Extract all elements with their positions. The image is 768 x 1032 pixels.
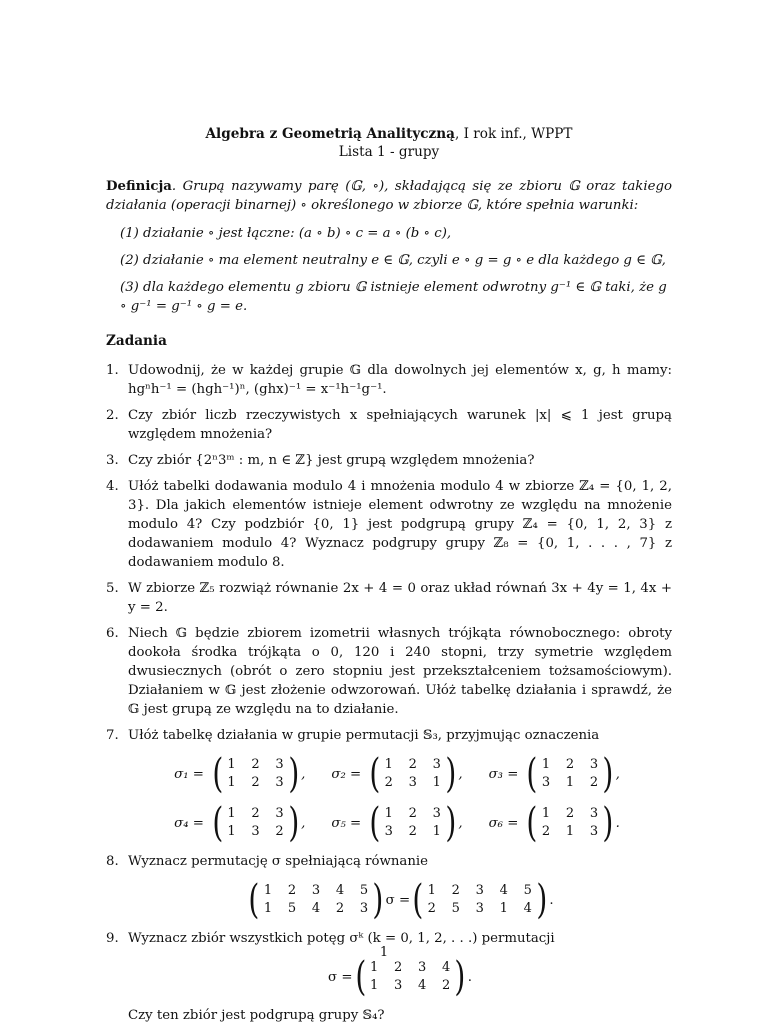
permutation-matrix xyxy=(410,877,549,923)
right-paren: ) xyxy=(445,800,457,846)
task-item xyxy=(106,624,672,719)
separator: . xyxy=(549,892,554,908)
matrix-grid xyxy=(262,882,370,918)
left-paren: ( xyxy=(369,800,381,846)
matrix-cell: 1 xyxy=(565,775,575,790)
task-text: Udowodnij, że w każdej grupie 𝔾 dla dowolnych jej elementów x, g, h mamy: hgⁿh⁻¹ = (hgh⁻¹)ⁿ, (ghx)⁻¹ = x⁻¹h⁻¹g⁻¹. xyxy=(128,363,672,397)
matrix-cell: 4 xyxy=(523,901,532,916)
matrix-cell: 3 xyxy=(589,757,599,772)
left-paren: ( xyxy=(526,751,538,797)
matrix-cell: 1 xyxy=(565,824,575,839)
matrix-cell: 1 xyxy=(432,824,441,839)
separator: , xyxy=(615,766,620,782)
matrix-grid xyxy=(226,756,286,792)
permutation-matrix xyxy=(210,751,301,797)
matrix-cell: 1 xyxy=(227,775,236,790)
task-text: Wyznacz zbiór wszystkich potęg σᵏ (k = 0, 1, 2, . . .) permutacji xyxy=(128,931,555,946)
matrix-cell: 1 xyxy=(384,757,393,772)
sigma-label: σ₅ = xyxy=(331,815,362,831)
matrix-cell: 2 xyxy=(565,757,575,772)
matrix-cell: 1 xyxy=(432,775,441,790)
matrix-cell: 2 xyxy=(275,824,284,839)
task-item xyxy=(106,852,672,923)
matrix-cell: 5 xyxy=(523,883,532,898)
right-paren: ) xyxy=(287,751,299,797)
matrix-cell: 2 xyxy=(408,806,417,821)
left-paren: ( xyxy=(248,877,260,923)
condition-item: (2) działanie ∘ ma element neutralny e ∈ 𝔾, czyli e ∘ g = g ∘ e dla każdego g ∈ 𝔾, xyxy=(120,253,666,268)
task-number: 2. xyxy=(106,408,119,423)
matrix-cell: 1 xyxy=(227,757,236,772)
task-number: 6. xyxy=(106,626,119,641)
matrix-cell: 3 xyxy=(475,901,484,916)
matrix-cell: 4 xyxy=(417,978,427,993)
matrix-grid xyxy=(383,756,443,792)
task-text: Ułóż tabelki dodawania modulo 4 i mnożenia modulo 4 w zbiorze ℤ₄ = {0, 1, 2, 3}. Dla jakich elementów istnieje element odwrotny ze względu na mnożenie modulo 4? Czy podzbiór {0, 1} jest podgrupą grupy ℤ₄ = {0, 1, 2, 3} z dodawaniem modulo 4? Wyznacz podgrupy grupy ℤ₈ = {0, 1, . . . , 7} z dodawaniem modulo 8. xyxy=(128,479,672,570)
task-item xyxy=(106,361,672,399)
task-number: 4. xyxy=(106,479,119,494)
matrix-cell: 2 xyxy=(441,978,451,993)
permutation-matrix xyxy=(246,877,385,923)
matrix-cell: 1 xyxy=(369,978,379,993)
title-bold: Algebra z Geometrią Analityczną xyxy=(205,126,455,142)
permutation-matrix xyxy=(353,954,468,1000)
sigma-definition xyxy=(174,751,311,797)
sigma-definition xyxy=(488,800,626,846)
matrix-cell: 1 xyxy=(541,757,551,772)
sigma-label: σ₃ = xyxy=(488,766,519,782)
matrix-cell: 2 xyxy=(335,901,345,916)
definition xyxy=(106,177,672,215)
page xyxy=(106,125,672,1032)
matrix-cell: 1 xyxy=(499,901,508,916)
separator: , xyxy=(458,815,463,831)
separator: . xyxy=(467,969,472,985)
matrix-cell: 2 xyxy=(251,806,260,821)
matrix-cell: 3 xyxy=(384,824,393,839)
matrix-cell: 1 xyxy=(427,883,436,898)
sigma-label: σ₂ = xyxy=(331,766,362,782)
task-item xyxy=(106,579,672,617)
sigma-definition xyxy=(488,751,626,797)
conditions-list xyxy=(106,224,672,316)
task-text: Ułóż tabelkę działania w grupie permutacji 𝕊₃, przyjmując oznaczenia xyxy=(128,728,600,743)
task-text: Niech 𝔾 będzie zbiorem izometrii własnych trójkąta równobocznego: obroty dookoła środka trójkąta o 0, 120 i 240 stopni, trzy symetrie względem dwusiecznych (obrót o zero stopniu jest przekształceniem tożsamościowym). Działaniem w 𝔾 jest złożenie odwzorowań. Ułóż tabelkę działania i sprawdź, że 𝔾 jest grupą ze względu na to działanie. xyxy=(128,626,672,717)
task-text: Wyznacz permutację σ spełniającą równanie xyxy=(128,854,429,869)
matrix-grid xyxy=(383,805,443,841)
matrix-cell: 1 xyxy=(227,824,236,839)
matrix-cell: 3 xyxy=(432,806,441,821)
matrix-cell: 3 xyxy=(393,978,403,993)
matrix-cell: 3 xyxy=(432,757,441,772)
sigma-row xyxy=(128,800,672,846)
page-number: 1 xyxy=(379,945,389,960)
matrix-cell: 3 xyxy=(275,757,284,772)
right-paren: ) xyxy=(454,954,466,1000)
matrix-cell: 3 xyxy=(275,775,284,790)
matrix-cell: 3 xyxy=(311,883,321,898)
matrix-cell: 1 xyxy=(384,806,393,821)
left-paren: ( xyxy=(369,751,381,797)
matrix-cell: 2 xyxy=(408,824,417,839)
task-number: 8. xyxy=(106,854,119,869)
task-text: Czy zbiór {2ⁿ3ᵐ : m, n ∈ ℤ} jest grupą względem mnożenia? xyxy=(128,453,535,468)
tasks-list xyxy=(106,361,672,1025)
right-paren: ) xyxy=(445,751,457,797)
task-item xyxy=(106,929,672,1025)
matrix-cell: 4 xyxy=(311,901,321,916)
sigma-definition xyxy=(331,800,468,846)
left-paren: ( xyxy=(354,954,366,1000)
left-paren: ( xyxy=(212,800,224,846)
task-number: 7. xyxy=(106,728,119,743)
matrix-cell: 1 xyxy=(263,883,273,898)
document-title xyxy=(106,125,672,161)
matrix-cell: 3 xyxy=(589,824,599,839)
matrix-cell: 3 xyxy=(589,806,599,821)
matrix-grid xyxy=(426,882,534,918)
sigma-row xyxy=(128,751,672,797)
matrix-grid xyxy=(226,805,286,841)
permutation-matrix xyxy=(210,800,301,846)
matrix-cell: 5 xyxy=(359,883,369,898)
definition-lead: Definicja xyxy=(106,179,172,194)
matrix-cell: 3 xyxy=(251,824,260,839)
subtitle: Lista 1 - grupy xyxy=(338,144,440,160)
left-paren: ( xyxy=(526,800,538,846)
matrix-grid xyxy=(540,756,600,792)
sigma-definition xyxy=(174,800,311,846)
task-number: 9. xyxy=(106,931,119,946)
right-paren: ) xyxy=(372,877,384,923)
matrix-cell: 2 xyxy=(541,824,551,839)
matrix-cell: 5 xyxy=(287,901,297,916)
task-number: 3. xyxy=(106,453,119,468)
separator: , xyxy=(301,815,306,831)
right-paren: ) xyxy=(602,800,614,846)
separator: , xyxy=(301,766,306,782)
matrix-cell: 2 xyxy=(565,806,575,821)
matrix-cell: 2 xyxy=(287,883,297,898)
matrix-cell: 1 xyxy=(263,901,273,916)
matrix-cell: 3 xyxy=(408,775,417,790)
task-followup: Czy ten zbiór jest podgrupą grupy 𝕊₄? xyxy=(128,1008,385,1023)
matrix-cell: 2 xyxy=(384,775,393,790)
permutation-matrix xyxy=(367,800,458,846)
separator: , xyxy=(458,766,463,782)
separator: . xyxy=(615,815,620,831)
permutation-matrix xyxy=(524,800,615,846)
matrix-cell: 5 xyxy=(451,901,460,916)
task-number: 5. xyxy=(106,581,119,596)
equation-middle: σ = xyxy=(385,892,411,908)
task-number: 1. xyxy=(106,363,119,378)
right-paren: ) xyxy=(602,751,614,797)
task-item xyxy=(106,726,672,846)
matrix-cell: 2 xyxy=(408,757,417,772)
sigma-label: σ₄ = xyxy=(174,815,204,831)
matrix-cell: 1 xyxy=(227,806,236,821)
sigma-label: σ₆ = xyxy=(488,815,519,831)
matrix-cell: 1 xyxy=(369,960,379,975)
matrix-cell: 2 xyxy=(251,757,260,772)
condition-item: (1) działanie ∘ jest łączne: (a ∘ b) ∘ c = a ∘ (b ∘ c), xyxy=(120,226,452,241)
matrix-cell: 3 xyxy=(475,883,484,898)
matrix-cell: 4 xyxy=(441,960,451,975)
right-paren: ) xyxy=(536,877,547,923)
matrix-cell: 2 xyxy=(451,883,460,898)
task-text: W zbiorze ℤ₅ rozwiąż równanie 2x + 4 = 0 oraz układ równań 3x + 4y = 1, 4x + y = 2. xyxy=(128,581,672,615)
left-paren: ( xyxy=(212,751,224,797)
permutation-definition xyxy=(128,954,672,1000)
left-paren: ( xyxy=(412,877,424,923)
matrix-cell: 2 xyxy=(427,901,436,916)
task-item xyxy=(106,451,672,470)
matrix-cell: 4 xyxy=(499,883,508,898)
matrix-cell: 2 xyxy=(589,775,599,790)
definition-text: . Grupą nazywamy parę (𝔾, ∘), składającą się ze zbioru 𝔾 oraz takiego działania (operacji binarnej) ∘ określonego w zbiorze 𝔾, które spełnia warunki: xyxy=(106,179,672,213)
permutation-matrix xyxy=(524,751,615,797)
matrix-cell: 4 xyxy=(335,883,345,898)
right-paren: ) xyxy=(287,800,299,846)
matrix-cell: 3 xyxy=(275,806,284,821)
matrix-cell: 2 xyxy=(393,960,403,975)
matrix-cell: 3 xyxy=(417,960,427,975)
sigma-label: σ = xyxy=(328,969,353,985)
matrix-cell: 1 xyxy=(541,806,551,821)
matrix-cell: 3 xyxy=(541,775,551,790)
task-item xyxy=(106,406,672,444)
condition-item: (3) dla każdego elementu g zbioru 𝔾 istnieje element odwrotny g⁻¹ ∈ 𝔾 taki, że g ∘ g⁻¹ = g⁻¹ ∘ g = e. xyxy=(120,280,667,314)
matrix-grid xyxy=(368,959,452,995)
title-rest: , I rok inf., WPPT xyxy=(454,126,573,142)
matrix-grid xyxy=(540,805,600,841)
matrix-cell: 3 xyxy=(359,901,369,916)
permutation-matrix xyxy=(367,751,458,797)
sigma-definition xyxy=(331,751,468,797)
task-text: Czy zbiór liczb rzeczywistych x spełniających warunek |x| ⩽ 1 jest grupą względem mnożenia? xyxy=(128,408,672,442)
permutation-equation xyxy=(128,877,672,923)
tasks-heading: Zadania xyxy=(106,333,167,349)
matrix-cell: 2 xyxy=(251,775,260,790)
task-item xyxy=(106,477,672,572)
sigma-label: σ₁ = xyxy=(174,766,204,782)
